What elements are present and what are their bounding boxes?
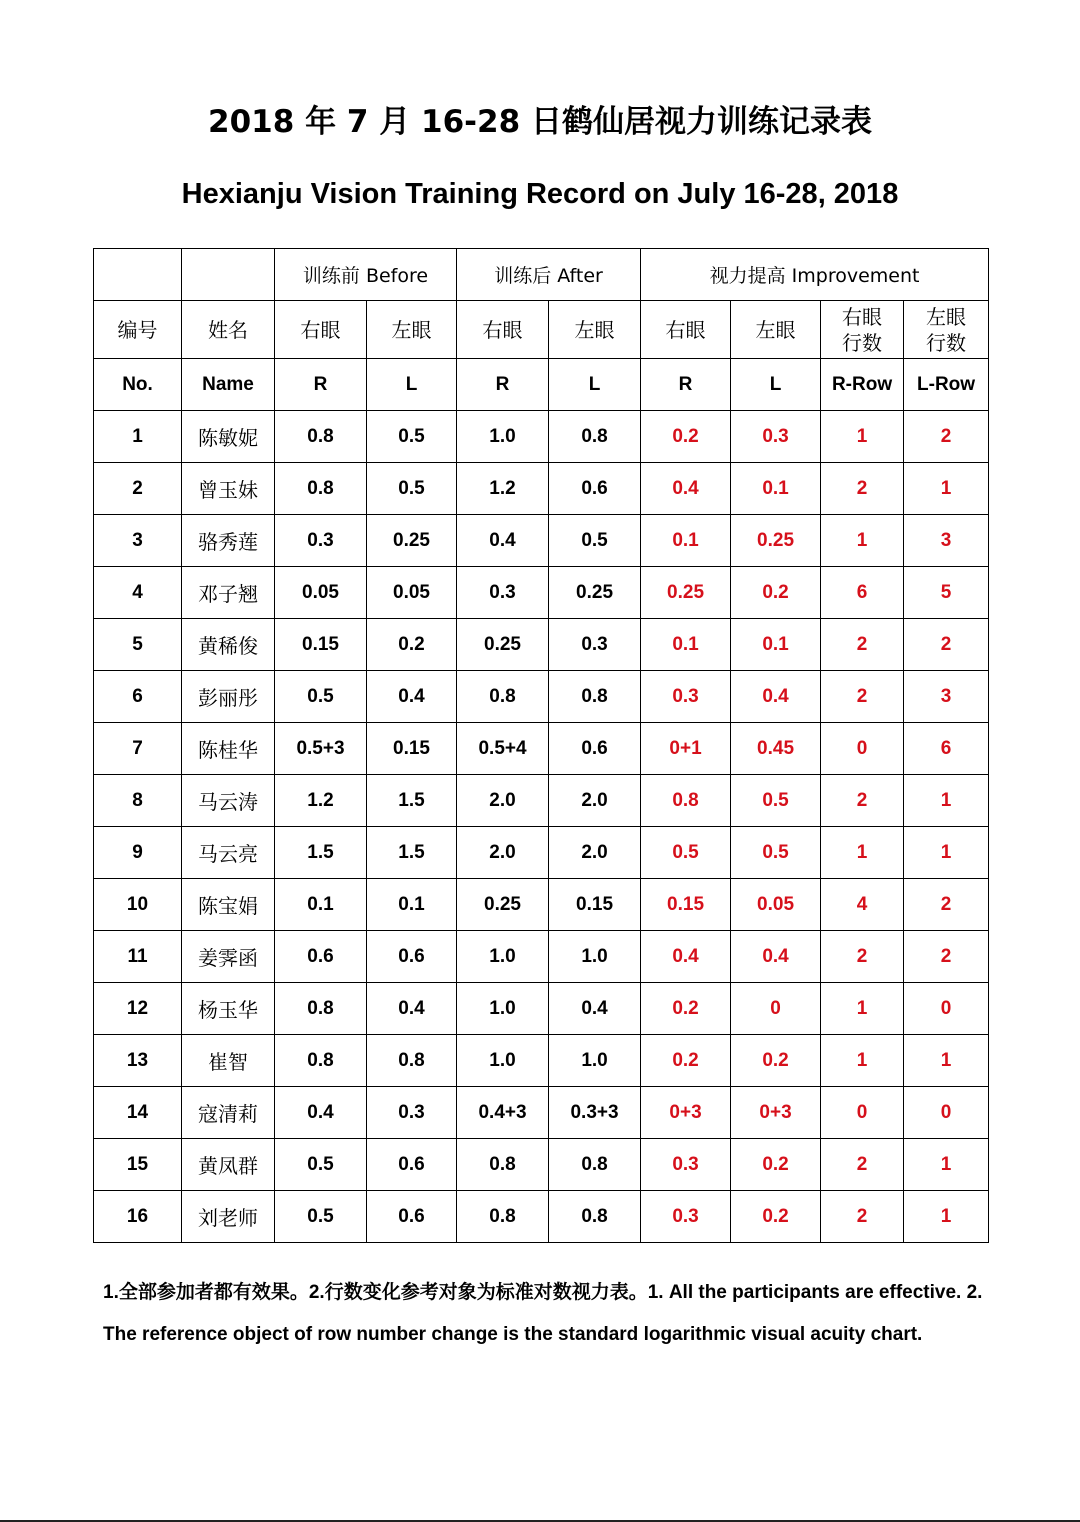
cell-after-l: 0.3	[549, 619, 641, 671]
cell-imp-r: 0.1	[641, 619, 731, 671]
table-row	[94, 619, 989, 671]
cell-name: 寇清莉	[182, 1087, 275, 1139]
cell-after-l: 0.3+3	[549, 1087, 641, 1139]
cell-after-l: 0.8	[549, 1191, 641, 1243]
cell-before-l: 0.8	[367, 1035, 457, 1087]
cell-imp-r: 0.5	[641, 827, 731, 879]
cell-name: 黄稀俊	[182, 619, 275, 671]
cell-name: 骆秀莲	[182, 515, 275, 567]
cell-no: 6	[94, 671, 182, 723]
cell-before-r: 0.5+3	[275, 723, 367, 775]
footnote: 1.全部参加者都有效果。2.行数变化参考对象为标准对数视力表。1. All the participants are effective. 2. The reference object of row number change is the standard logarithmic visual acuity chart.	[103, 1282, 983, 1345]
cell-after-r: 0.5+4	[457, 723, 549, 775]
cell-imp-r: 0.2	[641, 983, 731, 1035]
cell-r-row: 1	[821, 827, 904, 879]
header-en-l-row: L-Row	[904, 359, 989, 411]
cell-imp-l: 0	[731, 983, 821, 1035]
table-row	[94, 1035, 989, 1087]
header-en-before-r: R	[275, 359, 367, 411]
table-row	[94, 879, 989, 931]
cell-no: 10	[94, 879, 182, 931]
cell-after-r: 0.8	[457, 1139, 549, 1191]
cell-after-r: 0.25	[457, 879, 549, 931]
cell-after-r: 1.2	[457, 463, 549, 515]
cell-r-row: 2	[821, 931, 904, 983]
cell-after-r: 0.25	[457, 619, 549, 671]
cell-imp-r: 0+1	[641, 723, 731, 775]
cell-before-l: 0.4	[367, 983, 457, 1035]
cell-r-row: 2	[821, 775, 904, 827]
header-empty-cell	[182, 249, 275, 301]
cell-before-r: 0.5	[275, 1139, 367, 1191]
header-cn-before-r: 右眼	[275, 301, 367, 359]
header-cn-imp-l: 左眼	[731, 301, 821, 359]
cell-r-row: 1	[821, 983, 904, 1035]
cell-after-l: 2.0	[549, 827, 641, 879]
cell-r-row: 2	[821, 463, 904, 515]
header-en-after-l: L	[549, 359, 641, 411]
cell-l-row: 3	[904, 671, 989, 723]
header-en-after-r: R	[457, 359, 549, 411]
cell-r-row: 1	[821, 1035, 904, 1087]
cell-before-l: 0.4	[367, 671, 457, 723]
cell-after-r: 1.0	[457, 1035, 549, 1087]
cell-l-row: 2	[904, 619, 989, 671]
cell-imp-r: 0.3	[641, 1191, 731, 1243]
cell-before-l: 0.6	[367, 931, 457, 983]
header-cn-imp-r: 右眼	[641, 301, 731, 359]
cell-r-row: 2	[821, 1191, 904, 1243]
cell-after-l: 0.15	[549, 879, 641, 931]
cell-no: 9	[94, 827, 182, 879]
table-row	[94, 983, 989, 1035]
header-cn-no: 编号	[94, 301, 182, 359]
header-cn-name: 姓名	[182, 301, 275, 359]
table-row	[94, 723, 989, 775]
cell-before-l: 0.6	[367, 1191, 457, 1243]
cell-before-r: 0.4	[275, 1087, 367, 1139]
cell-after-l: 0.6	[549, 723, 641, 775]
cell-no: 4	[94, 567, 182, 619]
cell-after-r: 1.0	[457, 411, 549, 463]
cell-before-r: 0.3	[275, 515, 367, 567]
cell-imp-r: 0.2	[641, 411, 731, 463]
cell-before-l: 0.5	[367, 411, 457, 463]
cell-l-row: 1	[904, 827, 989, 879]
cell-after-r: 2.0	[457, 775, 549, 827]
header-en-before-l: L	[367, 359, 457, 411]
cell-l-row: 1	[904, 1139, 989, 1191]
cell-imp-l: 0.4	[731, 671, 821, 723]
cell-imp-l: 0.2	[731, 1191, 821, 1243]
cell-before-l: 0.1	[367, 879, 457, 931]
cell-no: 7	[94, 723, 182, 775]
cell-l-row: 6	[904, 723, 989, 775]
cell-no: 12	[94, 983, 182, 1035]
cell-l-row: 0	[904, 1087, 989, 1139]
table-row	[94, 931, 989, 983]
header-cn-l-row-text: 左眼行数	[926, 304, 967, 355]
table-row	[94, 411, 989, 463]
table-row	[94, 463, 989, 515]
cell-before-r: 1.2	[275, 775, 367, 827]
cell-before-r: 0.8	[275, 1035, 367, 1087]
cell-name: 陈敏妮	[182, 411, 275, 463]
cell-imp-r: 0.1	[641, 515, 731, 567]
cell-name: 彭丽彤	[182, 671, 275, 723]
header-en-r-row: R-Row	[821, 359, 904, 411]
cell-no: 14	[94, 1087, 182, 1139]
cell-l-row: 5	[904, 567, 989, 619]
cell-after-r: 0.8	[457, 671, 549, 723]
cell-imp-r: 0.25	[641, 567, 731, 619]
cell-no: 13	[94, 1035, 182, 1087]
cell-name: 崔智	[182, 1035, 275, 1087]
cell-after-r: 0.3	[457, 567, 549, 619]
table-row	[94, 1139, 989, 1191]
cell-l-row: 2	[904, 879, 989, 931]
cell-before-r: 0.6	[275, 931, 367, 983]
cell-imp-r: 0.4	[641, 931, 731, 983]
header-cn-r-row	[821, 301, 904, 359]
table-row	[94, 775, 989, 827]
cell-imp-l: 0.2	[731, 1139, 821, 1191]
cell-name: 黄凤群	[182, 1139, 275, 1191]
cell-imp-l: 0.25	[731, 515, 821, 567]
cell-imp-l: 0.5	[731, 827, 821, 879]
cell-after-r: 0.8	[457, 1191, 549, 1243]
header-row-chinese	[94, 301, 989, 359]
cell-imp-l: 0+3	[731, 1087, 821, 1139]
cell-imp-r: 0.4	[641, 463, 731, 515]
cell-imp-l: 0.1	[731, 619, 821, 671]
cell-r-row: 0	[821, 1087, 904, 1139]
cell-before-r: 0.5	[275, 1191, 367, 1243]
cell-r-row: 6	[821, 567, 904, 619]
cell-after-l: 0.6	[549, 463, 641, 515]
cell-after-l: 0.8	[549, 1139, 641, 1191]
cell-imp-l: 0.1	[731, 463, 821, 515]
table-row	[94, 567, 989, 619]
header-empty-cell	[94, 249, 182, 301]
cell-before-r: 1.5	[275, 827, 367, 879]
cell-r-row: 1	[821, 411, 904, 463]
cell-name: 马云涛	[182, 775, 275, 827]
cell-l-row: 2	[904, 931, 989, 983]
cell-l-row: 3	[904, 515, 989, 567]
header-before: 训练前 Before	[275, 249, 457, 301]
cell-after-r: 0.4	[457, 515, 549, 567]
cell-no: 2	[94, 463, 182, 515]
cell-before-l: 0.25	[367, 515, 457, 567]
cell-r-row: 2	[821, 671, 904, 723]
cell-imp-l: 0.2	[731, 1035, 821, 1087]
cell-imp-l: 0.05	[731, 879, 821, 931]
header-row-groups	[94, 249, 989, 301]
header-cn-before-l: 左眼	[367, 301, 457, 359]
cell-before-l: 0.05	[367, 567, 457, 619]
header-cn-l-row	[904, 301, 989, 359]
cell-name: 曾玉妹	[182, 463, 275, 515]
cell-before-r: 0.05	[275, 567, 367, 619]
cell-after-l: 0.4	[549, 983, 641, 1035]
cell-r-row: 0	[821, 723, 904, 775]
table-row	[94, 1191, 989, 1243]
cell-before-l: 0.5	[367, 463, 457, 515]
cell-name: 姜霁函	[182, 931, 275, 983]
cell-imp-r: 0.8	[641, 775, 731, 827]
cell-before-r: 0.8	[275, 463, 367, 515]
cell-after-l: 2.0	[549, 775, 641, 827]
cell-l-row: 0	[904, 983, 989, 1035]
cell-l-row: 1	[904, 1191, 989, 1243]
cell-name: 杨玉华	[182, 983, 275, 1035]
cell-before-l: 1.5	[367, 827, 457, 879]
cell-r-row: 2	[821, 619, 904, 671]
header-row-english	[94, 359, 989, 411]
header-after: 训练后 After	[457, 249, 641, 301]
cell-no: 5	[94, 619, 182, 671]
cell-imp-l: 0.3	[731, 411, 821, 463]
cell-before-r: 0.1	[275, 879, 367, 931]
cell-before-r: 0.8	[275, 411, 367, 463]
cell-name: 刘老师	[182, 1191, 275, 1243]
cell-after-l: 1.0	[549, 1035, 641, 1087]
cell-imp-l: 0.4	[731, 931, 821, 983]
cell-no: 11	[94, 931, 182, 983]
cell-before-r: 0.15	[275, 619, 367, 671]
cell-before-l: 0.2	[367, 619, 457, 671]
table-row	[94, 827, 989, 879]
cell-after-r: 1.0	[457, 983, 549, 1035]
cell-imp-r: 0.3	[641, 1139, 731, 1191]
cell-no: 1	[94, 411, 182, 463]
header-cn-r-row-text: 右眼行数	[842, 304, 883, 355]
cell-after-l: 0.5	[549, 515, 641, 567]
header-improvement: 视力提高 Improvement	[641, 249, 989, 301]
cell-after-l: 0.8	[549, 411, 641, 463]
table-row	[94, 515, 989, 567]
cell-name: 邓子翘	[182, 567, 275, 619]
cell-before-l: 0.15	[367, 723, 457, 775]
cell-name: 陈桂华	[182, 723, 275, 775]
header-en-imp-l: L	[731, 359, 821, 411]
page-title-english: Hexianju Vision Training Record on July 16-28, 2018	[181, 178, 899, 210]
cell-r-row: 2	[821, 1139, 904, 1191]
cell-imp-r: 0.3	[641, 671, 731, 723]
cell-l-row: 1	[904, 775, 989, 827]
cell-l-row: 2	[904, 411, 989, 463]
cell-l-row: 1	[904, 463, 989, 515]
table-row	[94, 671, 989, 723]
cell-l-row: 1	[904, 1035, 989, 1087]
cell-r-row: 4	[821, 879, 904, 931]
cell-before-l: 0.3	[367, 1087, 457, 1139]
table-row	[94, 1087, 989, 1139]
cell-name: 马云亮	[182, 827, 275, 879]
cell-before-r: 0.5	[275, 671, 367, 723]
cell-after-l: 0.8	[549, 671, 641, 723]
cell-before-l: 1.5	[367, 775, 457, 827]
vision-training-table	[93, 248, 989, 1243]
cell-after-r: 1.0	[457, 931, 549, 983]
cell-imp-l: 0.5	[731, 775, 821, 827]
cell-imp-l: 0.2	[731, 567, 821, 619]
cell-no: 8	[94, 775, 182, 827]
cell-imp-r: 0.2	[641, 1035, 731, 1087]
cell-after-l: 0.25	[549, 567, 641, 619]
page-title-chinese: 2018 年 7 月 16-28 日鹤仙居视力训练记录表	[208, 104, 872, 140]
header-en-name: Name	[182, 359, 275, 411]
cell-before-r: 0.8	[275, 983, 367, 1035]
header-cn-after-l: 左眼	[549, 301, 641, 359]
cell-r-row: 1	[821, 515, 904, 567]
header-cn-after-r: 右眼	[457, 301, 549, 359]
cell-imp-r: 0.15	[641, 879, 731, 931]
cell-no: 3	[94, 515, 182, 567]
cell-no: 16	[94, 1191, 182, 1243]
cell-no: 15	[94, 1139, 182, 1191]
cell-after-r: 0.4+3	[457, 1087, 549, 1139]
header-en-imp-r: R	[641, 359, 731, 411]
header-en-no: No.	[94, 359, 182, 411]
cell-name: 陈宝娟	[182, 879, 275, 931]
cell-imp-r: 0+3	[641, 1087, 731, 1139]
cell-before-l: 0.6	[367, 1139, 457, 1191]
cell-after-r: 2.0	[457, 827, 549, 879]
cell-imp-l: 0.45	[731, 723, 821, 775]
cell-after-l: 1.0	[549, 931, 641, 983]
